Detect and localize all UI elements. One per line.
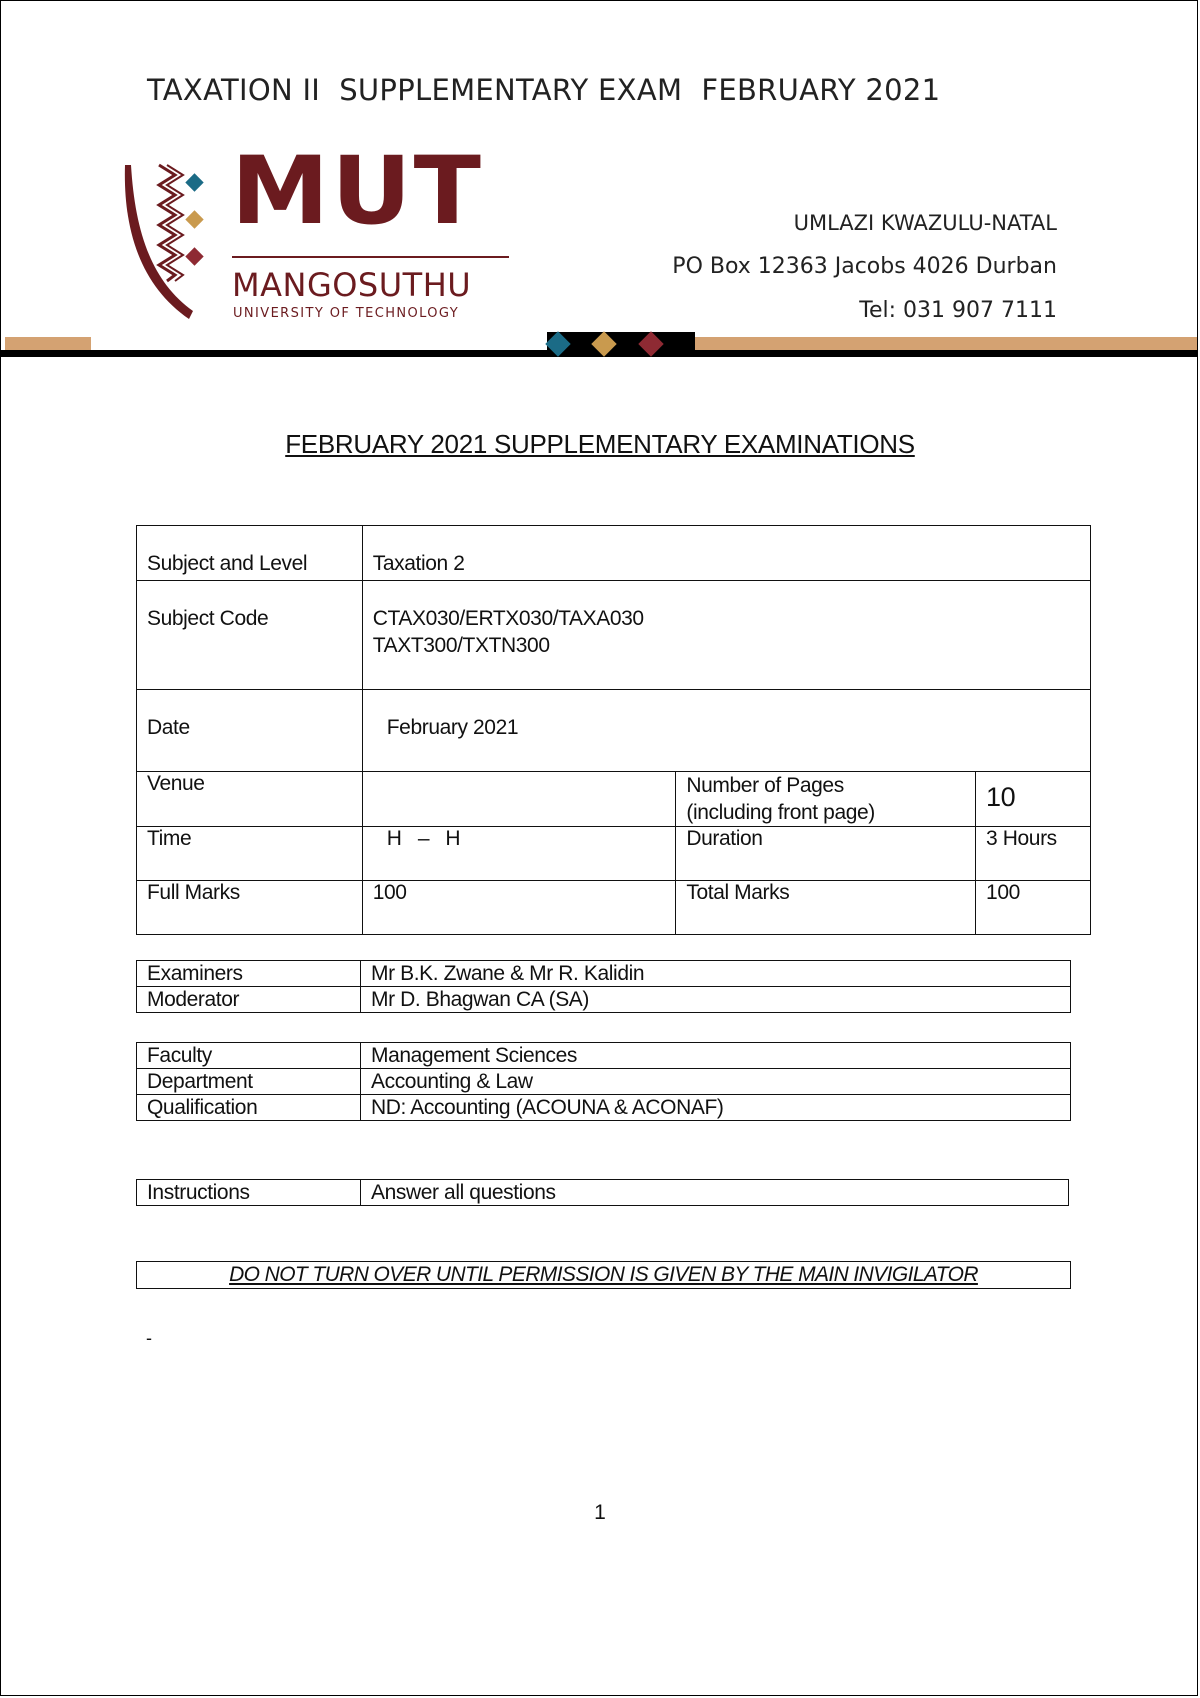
duration-label: Duration [676,827,976,881]
venue-label: Venue [137,772,363,827]
logo-divider [232,256,509,258]
table-row [137,987,1071,1013]
instructions-label: Instructions [137,1180,361,1206]
table-row [137,827,1091,881]
table-row [137,1069,1071,1095]
staff-table [136,960,1071,1013]
logo-subtitle: UNIVERSITY OF TECHNOLOGY [233,306,460,321]
address-line-phone: Tel: 031 907 7111 [859,298,1057,323]
total-marks-value: 100 [976,881,1091,935]
date-value: February 2021 [362,690,1090,772]
moderator-value: Mr D. Bhagwan CA (SA) [361,987,1071,1013]
exam-details-table [136,525,1091,935]
subject-code-line2: TAXT300/TXTN300 [372,634,550,657]
stray-mark: - [146,1328,152,1348]
table-row [137,1043,1071,1069]
subject-code-line1: CTAX030/ERTX030/TAXA030 [372,607,644,630]
department-label: Department [137,1069,361,1095]
department-value: Accounting & Law [361,1069,1071,1095]
full-marks-value: 100 [362,881,676,935]
table-row [137,1180,1069,1206]
pages-value: 10 [976,772,1091,827]
time-value: H – H [362,827,676,881]
duration-value: 3 Hours [976,827,1091,881]
faculty-table [136,1042,1071,1121]
moderator-label: Moderator [137,987,361,1013]
table-row [137,526,1091,581]
table-row [137,581,1091,690]
subject-level-label: Subject and Level [137,526,363,581]
table-row [137,772,1091,827]
table-row [137,881,1091,935]
table-row [137,1095,1071,1121]
full-marks-label: Full Marks [137,881,363,935]
faculty-value: Management Sciences [361,1043,1071,1069]
band-tan-left [5,337,91,350]
table-row [137,961,1071,987]
address-line-location: UMLAZI KWAZULU-NATAL [793,211,1057,235]
subject-code-value [362,581,1090,690]
pages-label [676,772,976,827]
page-heading: FEBRUARY 2021 SUPPLEMENTARY EXAMINATIONS [285,429,915,459]
header-decorative-band [1,329,1198,359]
address-line-postal: PO Box 12363 Jacobs 4026 Durban [672,254,1057,279]
total-marks-label: Total Marks [676,881,976,935]
subject-code-label: Subject Code [137,581,363,690]
invigilator-warning: DO NOT TURN OVER UNTIL PERMISSION IS GIVEN BY THE MAIN INVIGILATOR [136,1261,1071,1289]
time-label: Time [137,827,363,881]
page-number: 1 [594,1501,606,1524]
instructions-table [136,1179,1069,1206]
university-address [672,201,1057,333]
pages-label-line1: Number of Pages [686,774,844,797]
table-row [137,690,1091,772]
venue-value [362,772,676,827]
logo-university-name: MANGOSUTHU [232,266,472,304]
instructions-value: Answer all questions [361,1180,1069,1206]
examiners-value: Mr B.K. Zwane & Mr R. Kalidin [361,961,1071,987]
band-tan-right [691,337,1198,350]
date-label: Date [137,690,363,772]
qualification-label: Qualification [137,1095,361,1121]
document-title: TAXATION II SUPPLEMENTARY EXAM FEBRUARY 2021 [147,73,941,107]
subject-level-value: Taxation 2 [362,526,1090,581]
faculty-label: Faculty [137,1043,361,1069]
qualification-value: ND: Accounting (ACOUNA & ACONAF) [361,1095,1071,1121]
pages-label-line2: (including front page) [686,801,875,824]
logo-abbreviation: MUT [231,137,483,246]
examiners-label: Examiners [137,961,361,987]
